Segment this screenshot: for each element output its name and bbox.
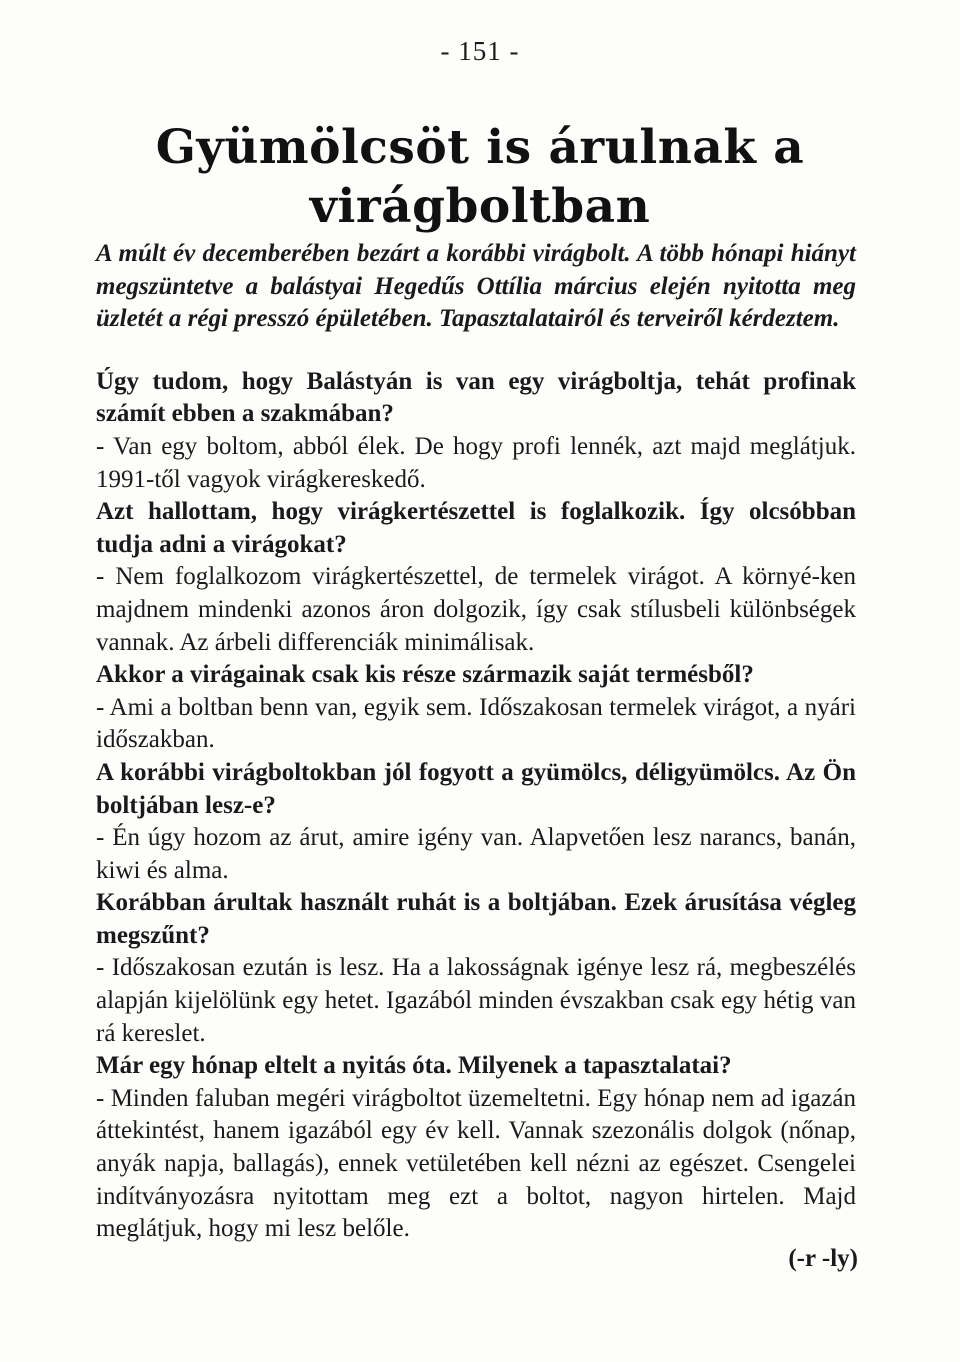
interview-question: Úgy tudom, hogy Balástyán is van egy virágboltja, tehát profinak számít ebben a szakmában? [96,367,856,428]
interview-answer: - Nem foglalkozom virágkertészettel, de termelek virágot. A környé-ken majdnem mindenki azonos áron dolgozik, így csak stílusbeli különbségek vannak. Az árbeli differenciák minimálisak. [96,563,856,656]
interview-question: Korábban árultak használt ruhát is a boltjában. Ezek árusítása végleg megszűnt? [96,889,856,949]
interview-question: Azt hallottam, hogy virágkertészettel is foglalkozik. Így olcsóbban tudja adni a virágokat? [96,498,856,558]
interview-block [96,659,856,757]
interview-block [96,1050,856,1246]
interview-answer: - Én úgy hozom az árut, amire igény van. Alapvetően lesz narancs, banán, kiwi és alma. [96,824,856,884]
interview-answer: - Ami a boltban benn van, egyik sem. Időszakosan termelek virágot, a nyári időszakban. [96,693,856,754]
interview-answer: - Minden faluban megéri virágboltot üzemeltetni. Egy hónap nem ad igazán áttekintést, hanem igazából egy év kell. Vannak szezonális dolgok (nőnap, anyák napja, ballagás), ennek vetületében kell nézni az egészet. Csengelei indítványozásra nyitottam meg ezt a boltot, nagyon hirtelen. Majd meglátjuk, hogy mi lesz belőle. [96,1084,856,1243]
interview-block [96,496,856,659]
interview-question: Már egy hónap eltelt a nyitás óta. Milyenek a tapasztalatai? [96,1052,732,1080]
interview-answer: - Időszakosan ezután is lesz. Ha a lakosságnak igénye lesz rá, megbeszélés alapján kijelölünk egy hetet. Igazából minden évszakban csak egy hétig van rá kereslet. [96,954,856,1047]
article-lead: A múlt év decemberében bezárt a korábbi virágbolt. A több hónapi hiányt megszüntetve a balástyai Hegedűs Ottília március elején nyitotta meg üzletét a régi presszó épületében. Tapasztalatairól és terveiről kérdeztem. [96,240,856,333]
interview-block [96,757,856,887]
article-title: Gyümölcsöt is árulnak a virágboltban [155,120,805,234]
interview-block [96,366,856,496]
interview-question: Akkor a virágainak csak kis része származik saját termésből? [96,661,754,689]
article-body [96,238,856,1246]
author-signature: (-r -ly) [788,1245,858,1272]
interview-answer: - Van egy boltom, abból élek. De hogy profi lennék, azt majd meglátjuk. 1991-től vagyok virágkereskedő. [96,432,856,493]
interview-question: A korábbi virágboltokban jól fogyott a gyümölcs, déligyümölcs. Az Ön boltjában lesz-e? [96,758,856,819]
page-number: - 151 - [440,36,520,66]
interview-block [96,887,856,1050]
